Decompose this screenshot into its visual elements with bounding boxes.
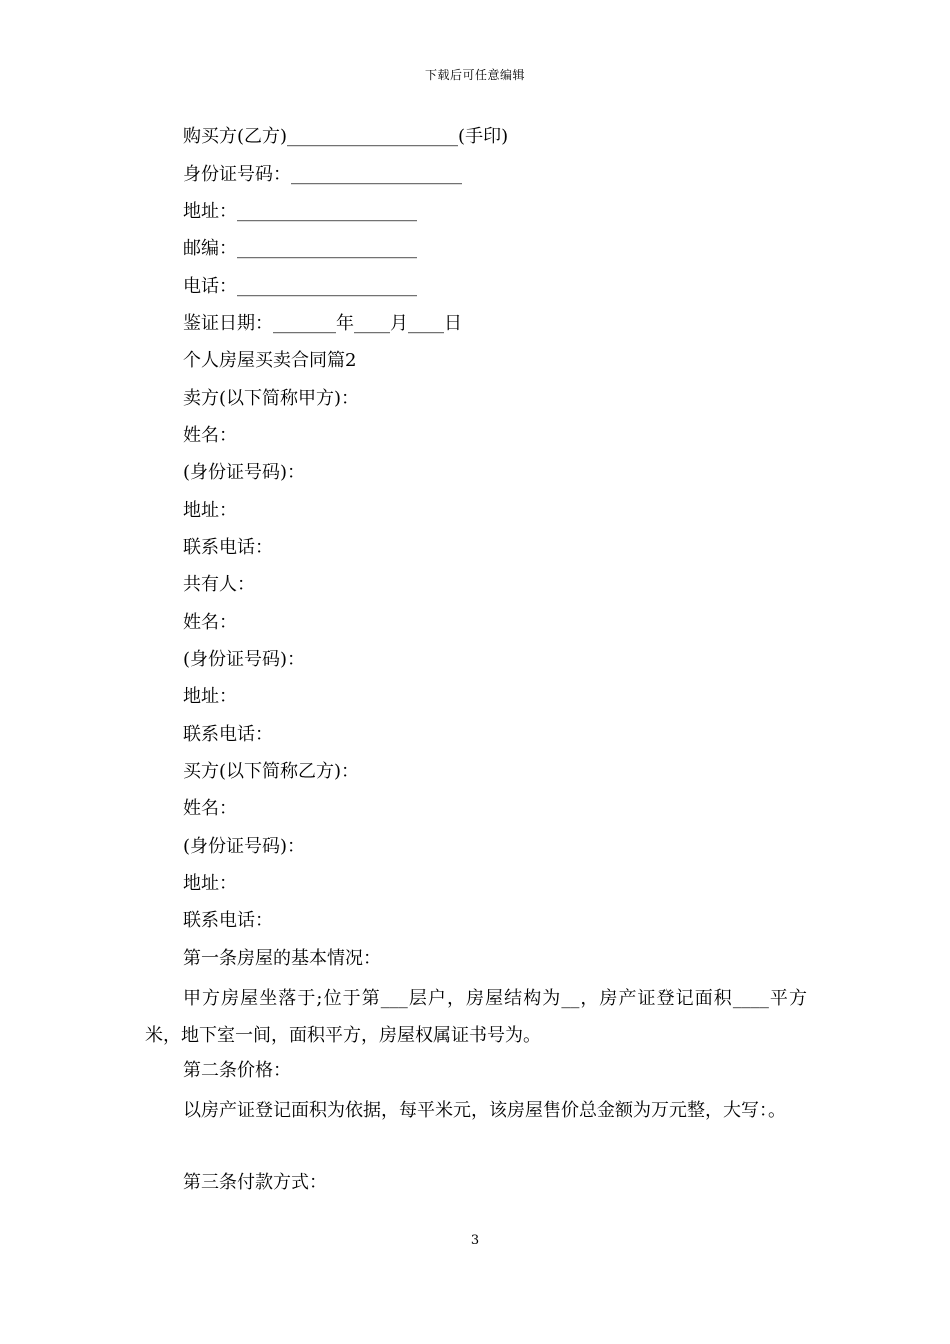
- co-owner-name-label: 姓名：: [183, 612, 237, 633]
- notary-date-line: 鉴证日期：_______年____月____日: [183, 313, 462, 334]
- seller-phone-label: 联系电话：: [183, 537, 273, 558]
- buyer-phone-line: 电话：____________________: [183, 276, 417, 297]
- page-header: 下载后可任意编辑: [424, 68, 525, 82]
- article-2-body: 以房产证登记面积为依据，每平米元，该房屋售价总金额为万元整，大写：。: [183, 1100, 786, 1121]
- buyer-signature-line: 购买方(乙方)___________________(手印): [183, 126, 509, 147]
- article-2-heading: 第二条价格：: [183, 1060, 291, 1081]
- article-3-heading: 第三条付款方式：: [183, 1172, 327, 1193]
- buyer-id-line: 身份证号码：___________________: [183, 164, 462, 185]
- buyer-heading: 买方(以下简称乙方)：: [183, 761, 360, 782]
- seller-id-label: (身份证号码)：: [183, 462, 306, 483]
- article-1-heading: 第一条房屋的基本情况：: [183, 948, 381, 969]
- page-number: 3: [470, 1233, 480, 1248]
- co-owner-phone-label: 联系电话：: [183, 724, 273, 745]
- article-1-body: 甲方房屋坐落于;位于第___层户，房屋结构为__，房产证登记面积____平方米，地下室一间，面积平方，房屋权属证书号为。: [145, 988, 807, 1046]
- contract-title: 个人房屋买卖合同篇2: [183, 350, 357, 371]
- buyer-address-line: 地址：____________________: [183, 201, 417, 222]
- buyer-id-label: (身份证号码)：: [183, 836, 306, 857]
- buyer-phone-label: 联系电话：: [183, 910, 273, 931]
- co-owner-heading: 共有人：: [183, 574, 255, 595]
- seller-name-label: 姓名：: [183, 425, 237, 446]
- seller-heading: 卖方(以下简称甲方)：: [183, 388, 360, 409]
- buyer-name-label: 姓名：: [183, 798, 237, 819]
- seller-address-label: 地址：: [183, 500, 237, 521]
- buyer-postcode-line: 邮编：____________________: [183, 238, 417, 259]
- buyer-address-label: 地址：: [183, 873, 237, 894]
- co-owner-id-label: (身份证号码)：: [183, 649, 306, 670]
- co-owner-address-label: 地址：: [183, 686, 237, 707]
